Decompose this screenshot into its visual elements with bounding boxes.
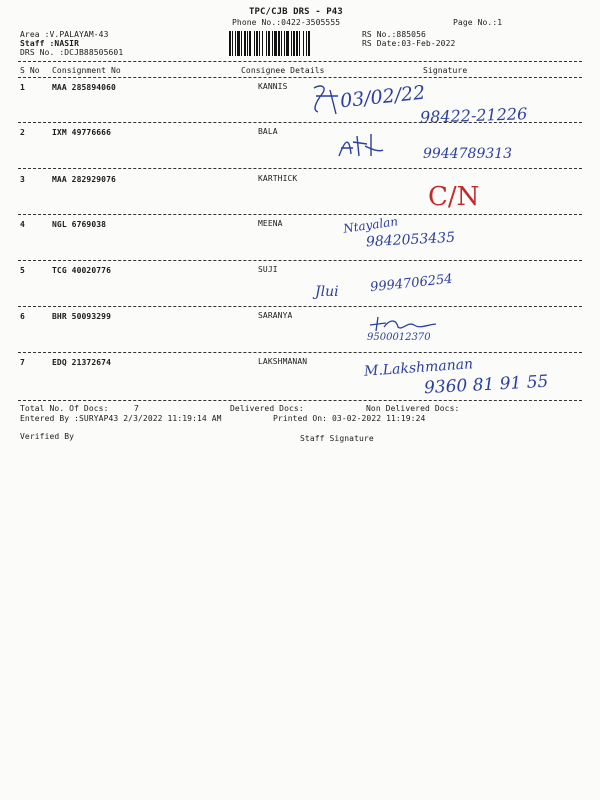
row-1-consignment: MAA 285894060 xyxy=(52,83,116,92)
row-2-consignment: IXM 49776666 xyxy=(52,128,111,137)
column-header-signature: Signature xyxy=(423,66,468,75)
row-6-signature-scribble xyxy=(368,315,438,333)
entered-by: Entered By :SURYAP43 2/3/2022 11:19:14 AM xyxy=(20,414,222,423)
drs-number: DRS No. :DCJB88505601 xyxy=(20,48,124,57)
row-1-signature-phone: 98422-21226 xyxy=(419,104,528,127)
row-3-signature-mark: C/N xyxy=(428,182,480,212)
row-2-signature-phone: 9944789313 xyxy=(423,146,513,162)
staff-signature-label: Staff Signature xyxy=(300,434,374,443)
document-title: TPC/CJB DRS - P43 xyxy=(249,7,343,17)
verified-by-label: Verified By xyxy=(20,432,75,441)
row-4-signature-name: Ntayalan xyxy=(342,214,399,236)
divider xyxy=(18,61,582,62)
row-7-signature-name: M.Lakshmanan xyxy=(363,356,474,380)
row-divider xyxy=(18,214,582,215)
row-2-sno: 2 xyxy=(20,128,25,137)
area-field: Area :V.PALAYAM-43 xyxy=(20,30,109,39)
row-divider xyxy=(18,306,582,307)
total-docs-label: Total No. Of Docs: xyxy=(20,404,109,413)
row-divider xyxy=(18,168,582,169)
row-divider xyxy=(18,260,582,261)
row-6-consignment: BHR 50093299 xyxy=(52,312,111,321)
row-5-sno: 5 xyxy=(20,266,25,275)
row-4-consignee: MEENA xyxy=(258,219,283,228)
rs-date: RS Date:03-Feb-2022 xyxy=(362,39,456,48)
barcode-image xyxy=(229,31,356,56)
phone-number: Phone No.:0422-3505555 xyxy=(232,18,341,27)
row-3-consignment: MAA 282929076 xyxy=(52,175,116,184)
row-5-signature-phone: 9994706254 xyxy=(369,271,454,296)
row-6-signature-phone: 9500012370 xyxy=(367,332,431,343)
column-header-sno: S No xyxy=(20,66,40,75)
row-7-signature-phone: 9360 81 91 55 xyxy=(423,371,549,399)
row-2-consignee: BALA xyxy=(258,127,278,136)
total-docs-value: 7 xyxy=(134,404,139,413)
row-7-sno: 7 xyxy=(20,358,25,367)
row-divider xyxy=(18,122,582,123)
delivered-docs-label: Delivered Docs: xyxy=(230,404,304,413)
row-2-signature-scribble xyxy=(335,130,385,160)
divider xyxy=(18,77,582,78)
row-7-consignment: EDQ 21372674 xyxy=(52,358,111,367)
staff-field: Staff :NASIR xyxy=(20,39,79,48)
row-3-consignee: KARTHICK xyxy=(258,174,298,183)
row-5-consignment: TCG 40020776 xyxy=(52,266,111,275)
non-delivered-docs-label: Non Delivered Docs: xyxy=(366,404,460,413)
row-6-sno: 6 xyxy=(20,312,25,321)
row-6-consignee: SARANYA xyxy=(258,311,293,320)
row-3-sno: 3 xyxy=(20,175,25,184)
row-5-consignee: SUJI xyxy=(258,265,278,274)
row-1-consignee: KANNIS xyxy=(258,82,288,91)
row-divider xyxy=(18,400,582,401)
row-4-signature-phone: 9842053435 xyxy=(365,229,456,251)
column-header-consignment: Consignment No xyxy=(52,66,121,75)
row-1-sno: 1 xyxy=(20,83,25,92)
row-5-signature-name: Jlui xyxy=(315,284,339,300)
printed-on: Printed On: 03-02-2022 11:19:24 xyxy=(273,414,426,423)
row-7-consignee: LAKSHMANAN xyxy=(258,357,308,366)
row-4-sno: 4 xyxy=(20,220,25,229)
row-4-consignment: NGL 6769038 xyxy=(52,220,107,229)
page-number: Page No.:1 xyxy=(453,18,503,27)
column-header-consignee: Consignee Details xyxy=(241,66,325,75)
row-divider xyxy=(18,352,582,353)
row-1-signature-date: 03/02/22 xyxy=(339,81,427,113)
rs-number: RS No.:885056 xyxy=(362,30,426,39)
